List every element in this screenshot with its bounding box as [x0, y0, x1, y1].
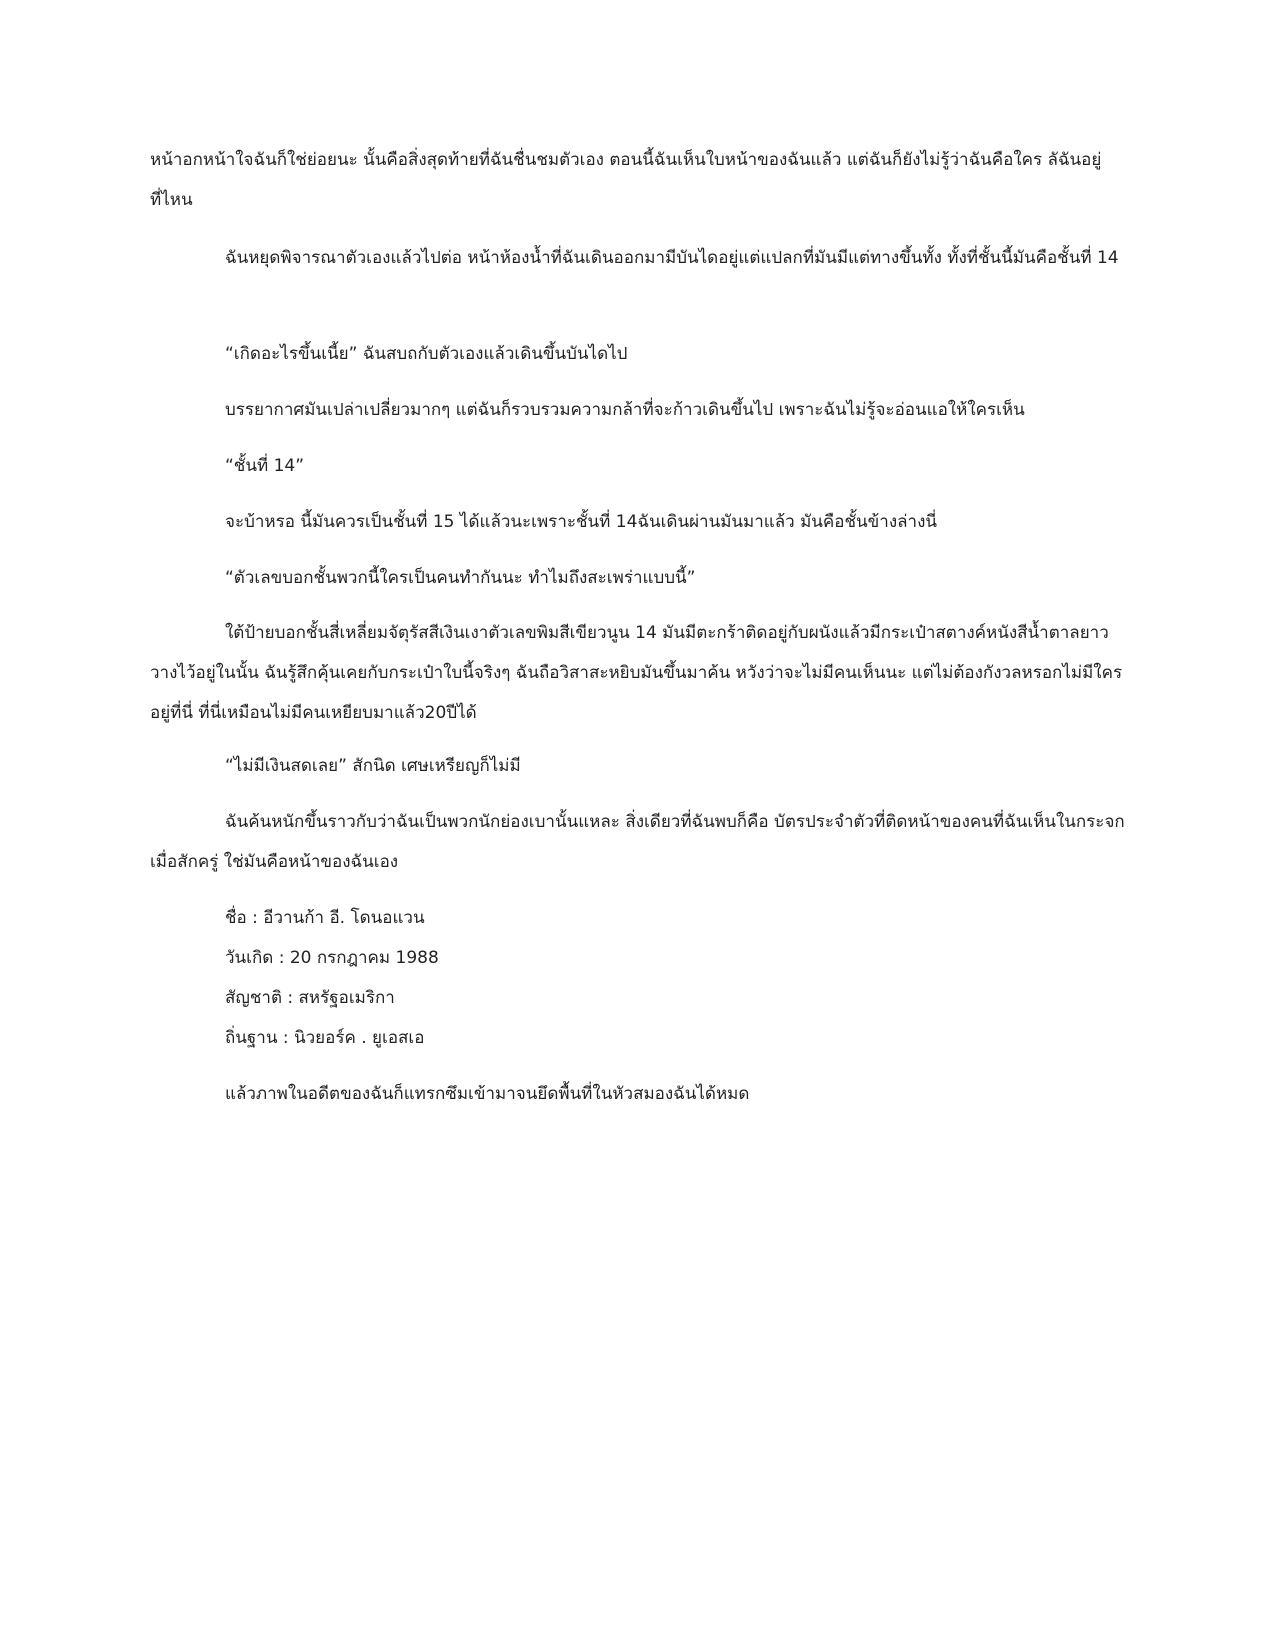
paragraph-1: หน้าอกหน้าใจฉันก็ใช่ย่อยนะ นั้นคือสิ่งสุดท้ายที่ฉันชื่นชมตัวเอง ตอนนี้ฉันเห็นใบหน้าของฉันแล้ว แต่ฉันก็ยังไม่รู้ว่าฉันคือใคร ลัฉันอยู่ที่ไหน: [150, 150, 1102, 210]
paragraph-8: ใต้ป้ายบอกชั้นสี่เหลี่ยมจัตุรัสสีเงินเงาตัวเลขพิมสีเขียวนูน 14 มันมีตะกร้าติดอยู่กับผนังแล้วมีกระเป๋าสตางค์หนังสีน้ำตาลยาววางไว้อยู่ในนั้น ฉันรู้สึกคุ้นเคยกับกระเป๋าใบนี้จริงๆ ฉันถือวิสาสะหยิบมันขึ้นมาค้น หวังว่าจะไม่มีคนเห็นนะ แต่ไม่ต้องกังวลหรอกไม่มีใครอยู่ที่นี่ ที่นี่เหมือนไม่มีคนเหยียบมาแล้ว20ปีได้: [150, 623, 1123, 723]
paragraph-9: “ไม่มีเงินสดเลย” สักนิด เศษเหรียญก็ไม่มี: [225, 756, 521, 776]
paragraph-2: ฉันหยุดพิจารณาตัวเองแล้วไปต่อ หน้าห้องน้ำที่ฉันเดินออกมามีบันไดอยู่แต่แปลกที่มันมีแต่ทางขึ้นทั้ง ทั้งที่ชั้นนี้มันคือชั้นที่ 14: [225, 248, 1119, 268]
paragraph-7: “ตัวเลขบอกชั้นพวกนี้ใครเป็นคนทำกันนะ ทำไมถึงสะเพร่าแบบนี้”: [225, 568, 696, 588]
paragraph-10: ฉันค้นหนักขึ้นราวกับว่าฉันเป็นพวกนักย่องเบานั้นแหละ สิ่งเดียวที่ฉันพบก็คือ บัตรประจำตัวที่ติดหน้าของคนที่ฉันเห็นในกระจกเมื่อสักครู่ ใช่มันคือหน้าของฉันเอง: [150, 812, 1125, 872]
closing-paragraph: แล้วภาพในอดีตของฉันก็แทรกซึมเข้ามาจนยึดพื้นที่ในหัวสมองฉันได้หมด: [225, 1084, 750, 1104]
paragraph-4: บรรยากาศมันเปล่าเปลี่ยวมากๆ แต่ฉันก็รวบรวมความกล้าที่จะก้าวเดินขึ้นไป เพราะฉันไม่รู้จะอ่อนแอให้ใครเห็น: [225, 400, 1025, 420]
id-card-nationality: สัญชาติ : สหรัฐอเมริกา: [225, 988, 395, 1008]
id-card-residence: ถิ่นฐาน : นิวยอร์ค . ยูเอสเอ: [225, 1028, 425, 1048]
id-card-birth: วันเกิด : 20 กรกฎาคม 1988: [225, 948, 439, 968]
paragraph-3: “เกิดอะไรขึ้นเนี้ย” ฉันสบถกับตัวเองแล้วเดินขึ้นบันไดไป: [225, 344, 628, 364]
paragraph-6: จะบ้าหรอ นี้มันควรเป็นชั้นที่ 15 ได้แล้วนะเพราะชั้นที่ 14ฉันเดินผ่านมันมาแล้ว มันคือชั้นข้างล่างนี่: [225, 512, 938, 532]
paragraph-5: “ชั้นที่ 14”: [225, 456, 305, 476]
id-card-name: ชื่อ : อีวานก้า อี. โดนอแวน: [225, 908, 425, 928]
